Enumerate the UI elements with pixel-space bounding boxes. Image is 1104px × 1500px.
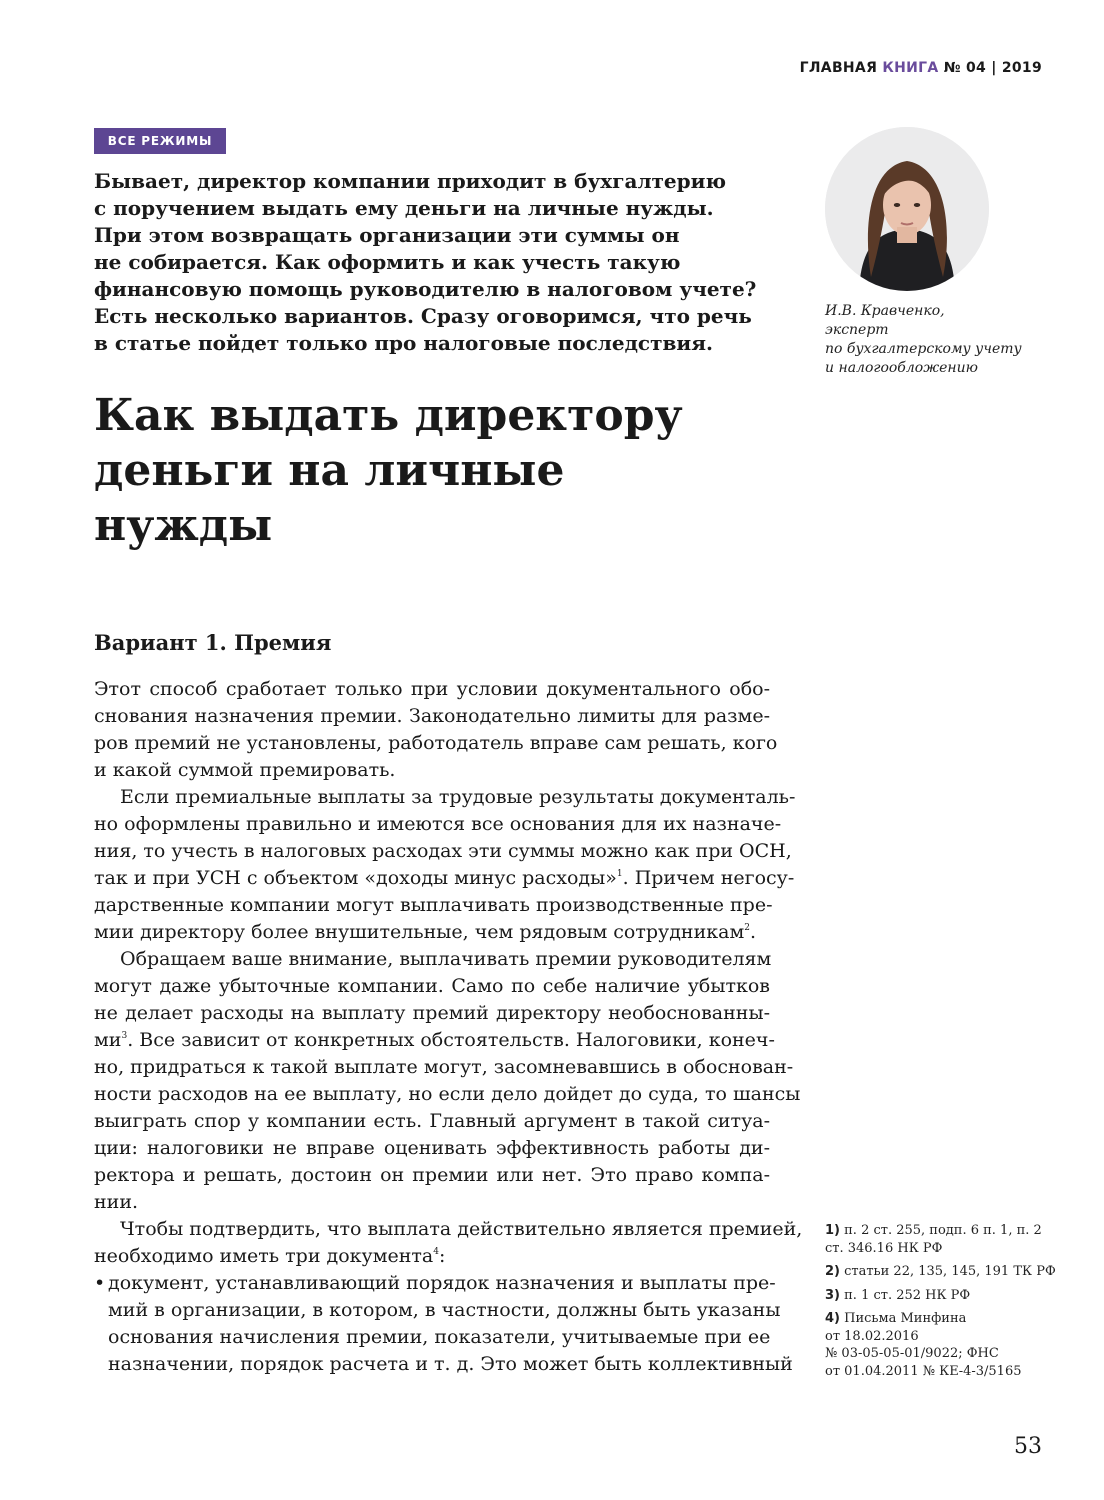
footnote-text: п. 1 ст. 252 НК РФ (844, 1287, 971, 1303)
body-line: но, придраться к такой выплате могут, засомневавшись в обоснован- (94, 1056, 794, 1078)
masthead-issue: № 04 | 2019 (943, 60, 1042, 76)
footnote-row (825, 1287, 1055, 1305)
bullet-item (94, 1270, 793, 1378)
footnote-row (825, 1310, 1055, 1328)
footnote-ref: 4 (433, 1247, 439, 1257)
body-line: основания начисления премии, показатели, учитываемые при ее (108, 1326, 771, 1348)
lead-line: не собирается. Как оформить и как учесть такую (94, 250, 681, 274)
page-number: 53 (1014, 1434, 1042, 1459)
body-line (94, 865, 795, 892)
footnote (825, 1287, 1055, 1305)
lead-line: в статье пойдет только про налоговые последствия. (94, 331, 713, 355)
body-line (94, 919, 770, 946)
body-line: ректора и решать, достоин он премии или нет. Это право компа- (94, 1164, 770, 1186)
body-line: не делает расходы на выплату премий директору необоснованны- (94, 1002, 770, 1024)
headline-line: Как выдать директору (94, 390, 683, 441)
footnote-text: от 18.02.2016 (825, 1328, 919, 1344)
body-line: ния, то учесть в налоговых расходах эти суммы можно как при ОСН, (94, 840, 792, 862)
body-line: Обращаем ваше внимание, выплачивать премии руководителям (120, 948, 772, 970)
body-line: дарственные компании могут выплачивать производственные пре- (94, 894, 773, 916)
lead-line: с поручением выдать ему деньги на личные нужды. (94, 196, 714, 220)
body-text: . Все зависит от конкретных обстоятельств. Налоговики, конеч- (127, 1029, 775, 1051)
footnote-text: ст. 346.16 НК РФ (825, 1240, 943, 1256)
author-portrait-icon (825, 127, 989, 291)
footnote (825, 1310, 1055, 1380)
author-role: по бухгалтерскому учету (825, 341, 1022, 357)
body-line: и какой суммой премировать. (94, 759, 396, 781)
body-line: нии. (94, 1191, 139, 1213)
masthead-word-1: ГЛАВНАЯ (799, 60, 878, 76)
headline-line: нужды (94, 500, 273, 551)
footnote-number: 4) (825, 1311, 840, 1326)
footnotes (825, 1222, 1055, 1386)
body-text: мии директору более внушительные, чем рядовым сотрудникам (94, 921, 745, 943)
category-tag: ВСЕ РЕЖИМЫ (94, 128, 226, 154)
body-line: ров премий не установлены, работодатель вправе сам решать, кого (94, 732, 778, 754)
body-line: но оформлены правильно и имеются все основания для их назначе- (94, 813, 782, 835)
author-avatar (825, 127, 989, 291)
footnote (825, 1222, 1055, 1257)
footnote-row (825, 1263, 1055, 1281)
body-line: мий в организации, в котором, в частности, должны быть указаны (108, 1299, 781, 1321)
body-text: . Причем негосу- (622, 867, 795, 889)
bullet-icon: • (94, 1272, 106, 1294)
footnote-text: Письма Минфина (844, 1311, 967, 1326)
section-title: Вариант 1. Премия (94, 630, 332, 655)
footnote (825, 1263, 1055, 1281)
lead-line: Бывает, директор компании приходит в бухгалтерию (94, 169, 726, 193)
body-line: Если премиальные выплаты за трудовые результаты документаль- (120, 786, 796, 808)
author-name: И.В. Кравченко, (825, 303, 945, 319)
footnote-ref: 2 (744, 923, 750, 933)
footnote-text: статьи 22, 135, 145, 191 ТК РФ (844, 1264, 1056, 1279)
footnote-text: № 03-05-05-01/9022; ФНС (825, 1346, 999, 1361)
body-text: необходимо иметь три документа (94, 1245, 434, 1267)
body-text: ми (94, 1029, 122, 1051)
footnote-number: 2) (825, 1264, 840, 1279)
body-line: Этот способ сработает только при условии документального обо- (94, 678, 770, 700)
body-text: . (749, 921, 757, 943)
lead-line: Есть несколько вариантов. Сразу оговоримся, что речь (94, 304, 752, 328)
footnote-number: 3) (825, 1287, 840, 1303)
masthead-word-2: КНИГА (882, 60, 939, 76)
lead-line: финансовую помощь руководителю в налоговом учете? (94, 277, 757, 301)
lead-paragraph (94, 168, 794, 357)
article-body (94, 676, 803, 1378)
body-line: выиграть спор у компании есть. Главный аргумент в такой ситуа- (94, 1110, 770, 1132)
author-role: эксперт (825, 322, 889, 338)
footnote-ref: 3 (121, 1031, 128, 1041)
author-caption (825, 302, 1065, 378)
article-headline (94, 388, 794, 553)
lead-line: При этом возвращать организации эти суммы он (94, 223, 680, 247)
body-line: ности расходов на ее выплату, но если дело дойдет до суда, то шансы (94, 1083, 801, 1105)
body-text: : (438, 1245, 446, 1267)
body-line: снования назначения премии. Законодательно лимиты для разме- (94, 705, 770, 727)
body-line: могут даже убыточные компании. Само по себе наличие убытков (94, 975, 770, 997)
footnote-text: п. 2 ст. 255, подп. 6 п. 1, п. 2 (844, 1223, 1042, 1238)
body-line: Чтобы подтвердить, что выплата действительно является премией, (120, 1218, 803, 1240)
footnote-ref: 1 (616, 869, 623, 879)
footnote-row (825, 1222, 1055, 1240)
body-text: так и при УСН с объектом «доходы минус расходы» (94, 867, 617, 889)
footnote-text: от 01.04.2011 № КЕ-4-3/5165 (825, 1363, 1022, 1379)
headline-line: деньги на личные (94, 445, 565, 496)
body-line: документ, устанавливающий порядок назначения и выплаты пре- (108, 1272, 776, 1294)
body-line (94, 1243, 770, 1270)
body-line: ции: налоговики не вправе оценивать эффективность работы ди- (94, 1137, 770, 1159)
footnote-number: 1) (825, 1223, 840, 1238)
body-line (94, 1027, 775, 1054)
author-role: и налогообложению (825, 360, 978, 376)
masthead (800, 60, 1042, 76)
body-line: назначении, порядок расчета и т. д. Это может быть коллективный (108, 1353, 793, 1375)
